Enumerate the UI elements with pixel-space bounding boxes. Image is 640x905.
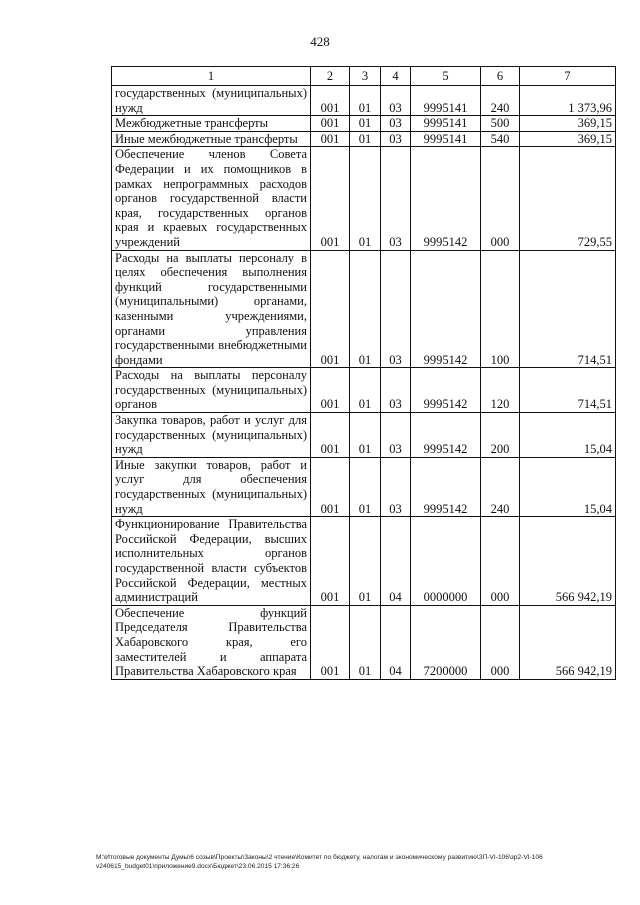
row-expense-type: 000 bbox=[481, 517, 520, 606]
table-row bbox=[112, 413, 616, 458]
row-amount: 566 942,19 bbox=[520, 517, 616, 606]
row-section-code: 01 bbox=[350, 457, 381, 516]
row-target-code: 9995141 bbox=[411, 131, 481, 147]
table-row bbox=[112, 517, 616, 606]
row-target-code: 9995141 bbox=[411, 86, 481, 116]
row-section-code: 01 bbox=[350, 413, 381, 458]
row-name: государственных (муниципальных) нужд bbox=[112, 86, 311, 116]
header-col-7: 7 bbox=[520, 67, 616, 86]
row-name: Обеспечение функций Председателя Правительства Хабаровского края, его заместителей и аппарата Правительства Хабаровского края bbox=[112, 605, 311, 679]
table-row bbox=[112, 605, 616, 679]
header-col-6: 6 bbox=[481, 67, 520, 86]
row-expense-type: 120 bbox=[481, 368, 520, 413]
row-expense-type: 240 bbox=[481, 457, 520, 516]
row-target-code: 9995142 bbox=[411, 250, 481, 368]
row-target-code: 9995142 bbox=[411, 147, 481, 250]
header-col-1: 1 bbox=[112, 67, 311, 86]
table-header-row bbox=[112, 67, 616, 86]
row-name: Расходы на выплаты персоналу в целях обеспечения выполнения функций государственными (муниципальными) органами, казенными учреждениями, органами управления государственными внебюджетными фондами bbox=[112, 250, 311, 368]
page-number: 428 bbox=[310, 34, 330, 49]
row-subsection-code: 03 bbox=[381, 131, 411, 147]
row-ministry-code: 001 bbox=[311, 413, 350, 458]
row-expense-type: 540 bbox=[481, 131, 520, 147]
row-amount: 15,04 bbox=[520, 457, 616, 516]
table-row bbox=[112, 86, 616, 116]
row-name: Иные межбюджетные трансферты bbox=[112, 131, 311, 147]
row-target-code: 9995141 bbox=[411, 116, 481, 132]
row-ministry-code: 001 bbox=[311, 147, 350, 250]
row-amount: 15,04 bbox=[520, 413, 616, 458]
table-row bbox=[112, 250, 616, 368]
row-section-code: 01 bbox=[350, 86, 381, 116]
row-expense-type: 000 bbox=[481, 147, 520, 250]
row-expense-type: 240 bbox=[481, 86, 520, 116]
row-amount: 729,55 bbox=[520, 147, 616, 250]
table-row bbox=[112, 147, 616, 250]
row-name: Обеспечение членов Совета Федерации и их помощников в рамках непрограммных расходов органов государственной власти края, государственных органов края и краевых государственных учреждений bbox=[112, 147, 311, 250]
row-section-code: 01 bbox=[350, 116, 381, 132]
table-row bbox=[112, 368, 616, 413]
header-col-3: 3 bbox=[350, 67, 381, 86]
row-expense-type: 100 bbox=[481, 250, 520, 368]
row-ministry-code: 001 bbox=[311, 517, 350, 606]
table-row bbox=[112, 131, 616, 147]
header-col-5: 5 bbox=[411, 67, 481, 86]
header-col-4: 4 bbox=[381, 67, 411, 86]
row-ministry-code: 001 bbox=[311, 86, 350, 116]
row-section-code: 01 bbox=[350, 605, 381, 679]
row-subsection-code: 03 bbox=[381, 250, 411, 368]
row-ministry-code: 001 bbox=[311, 368, 350, 413]
row-subsection-code: 03 bbox=[381, 457, 411, 516]
row-target-code: 0000000 bbox=[411, 517, 481, 606]
row-ministry-code: 001 bbox=[311, 116, 350, 132]
row-ministry-code: 001 bbox=[311, 457, 350, 516]
row-amount: 369,15 bbox=[520, 131, 616, 147]
row-expense-type: 000 bbox=[481, 605, 520, 679]
row-amount: 1 373,96 bbox=[520, 86, 616, 116]
file-path-footer: M:\Итоговые документы Думы\6 созыв\Проекты\Законы\2 чтение\Комитет по бюджету, налогам и экономическому развитию\ЗП-VI-106\зр2-VI-106 v240615_budget01\приложение9.docx\Бюджет\23.06.2015 17:36:26 bbox=[96, 854, 543, 870]
row-amount: 714,51 bbox=[520, 368, 616, 413]
row-section-code: 01 bbox=[350, 147, 381, 250]
table-row bbox=[112, 457, 616, 516]
row-target-code: 9995142 bbox=[411, 368, 481, 413]
row-name: Межбюджетные трансферты bbox=[112, 116, 311, 132]
row-ministry-code: 001 bbox=[311, 605, 350, 679]
row-subsection-code: 03 bbox=[381, 86, 411, 116]
row-subsection-code: 04 bbox=[381, 605, 411, 679]
row-expense-type: 500 bbox=[481, 116, 520, 132]
row-subsection-code: 03 bbox=[381, 116, 411, 132]
row-section-code: 01 bbox=[350, 368, 381, 413]
row-subsection-code: 03 bbox=[381, 147, 411, 250]
row-target-code: 9995142 bbox=[411, 413, 481, 458]
row-ministry-code: 001 bbox=[311, 131, 350, 147]
row-target-code: 7200000 bbox=[411, 605, 481, 679]
row-section-code: 01 bbox=[350, 250, 381, 368]
row-target-code: 9995142 bbox=[411, 457, 481, 516]
row-name: Расходы на выплаты персоналу государственных (муниципальных) органов bbox=[112, 368, 311, 413]
row-section-code: 01 bbox=[350, 131, 381, 147]
row-expense-type: 200 bbox=[481, 413, 520, 458]
row-amount: 566 942,19 bbox=[520, 605, 616, 679]
table-row bbox=[112, 116, 616, 132]
row-subsection-code: 04 bbox=[381, 517, 411, 606]
row-name: Закупка товаров, работ и услуг для государственных (муниципальных) нужд bbox=[112, 413, 311, 458]
row-subsection-code: 03 bbox=[381, 368, 411, 413]
row-name: Иные закупки товаров, работ и услуг для обеспечения государственных (муниципальных) нужд bbox=[112, 457, 311, 516]
row-subsection-code: 03 bbox=[381, 413, 411, 458]
row-ministry-code: 001 bbox=[311, 250, 350, 368]
budget-table bbox=[111, 66, 616, 680]
row-amount: 714,51 bbox=[520, 250, 616, 368]
row-name: Функционирование Правительства Российской Федерации, высших исполнительных органов государственной власти субъектов Российской Федерации, местных администраций bbox=[112, 517, 311, 606]
row-section-code: 01 bbox=[350, 517, 381, 606]
row-amount: 369,15 bbox=[520, 116, 616, 132]
header-col-2: 2 bbox=[311, 67, 350, 86]
